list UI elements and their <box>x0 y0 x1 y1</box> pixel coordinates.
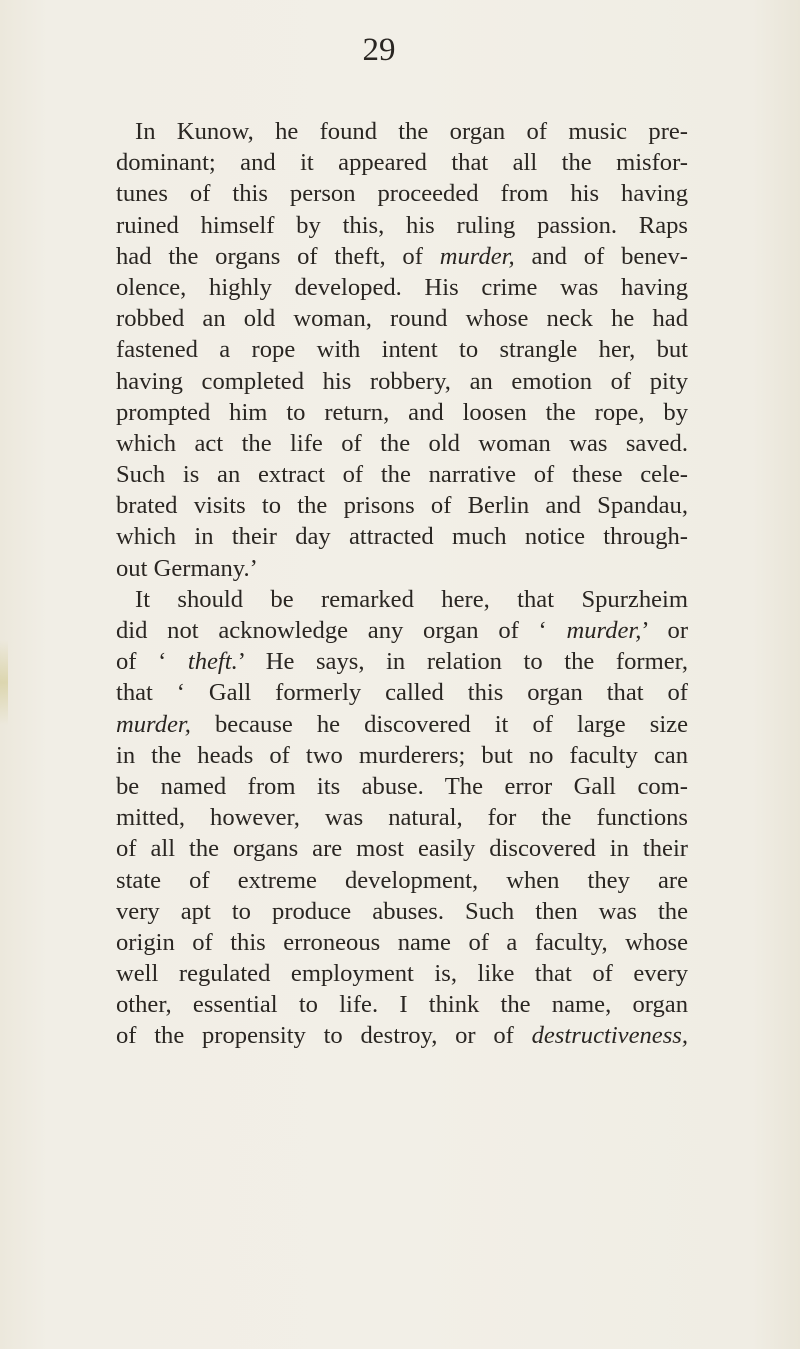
text-line: dominant; and it appeared that all the misfor- <box>116 149 688 177</box>
text-line: other, essential to life. I think the name, organ <box>116 991 688 1019</box>
page-stain <box>0 640 8 725</box>
text-line: had the organs of theft, of murder, and of benev- <box>116 242 688 270</box>
text-line: which in their day attracted much notice through- <box>116 523 688 551</box>
text-line: in the heads of two murderers; but no faculty can <box>116 741 688 769</box>
text-line: be named from its abuse. The error Gall com- <box>116 772 688 800</box>
text-line: having completed his robbery, an emotion of pity <box>116 367 688 395</box>
text-line: did not acknowledge any organ of ‘ murder,’ or <box>116 617 689 644</box>
page-number: 29 <box>362 32 396 68</box>
text-line: In Kunow, he found the organ of music pre- <box>135 118 688 145</box>
text-line: mitted, however, was natural, for the functions <box>116 804 688 832</box>
text-line: olence, highly developed. His crime was having <box>116 273 688 301</box>
text-line: ruined himself by this, his ruling passion. Raps <box>116 211 688 239</box>
text-line: prompted him to return, and loosen the rope, by <box>116 398 688 426</box>
text-line: murder, because he discovered it of large size <box>116 710 688 738</box>
text-line: that ‘ Gall formerly called this organ that of <box>116 679 688 707</box>
text-line: of all the organs are most easily discovered in their <box>116 835 688 863</box>
text-line: brated visits to the prisons of Berlin and Spandau, <box>116 492 688 520</box>
text-line: fastened a rope with intent to strangle her, but <box>116 336 688 364</box>
text-line: of the propensity to destroy, or of destructiveness, <box>116 1022 688 1050</box>
text-line: out Germany.’ <box>116 554 258 582</box>
text-line: well regulated employment is, like that of every <box>116 960 688 988</box>
text-line: state of extreme development, when they are <box>116 866 688 894</box>
text-line: of ‘ theft.’ He says, in relation to the former, <box>116 648 688 676</box>
text-line: very apt to produce abuses. Such then was the <box>116 897 688 925</box>
text-line: robbed an old woman, round whose neck he had <box>116 305 688 333</box>
text-line: origin of this erroneous name of a faculty, whose <box>116 928 688 956</box>
text-line: tunes of this person proceeded from his having <box>116 180 688 208</box>
body-text <box>116 116 688 1052</box>
text-line: which act the life of the old woman was saved. <box>116 429 688 457</box>
text-line: Such is an extract of the narrative of these cele- <box>116 461 688 489</box>
text-line: It should be remarked here, that Spurzheim <box>135 585 688 613</box>
